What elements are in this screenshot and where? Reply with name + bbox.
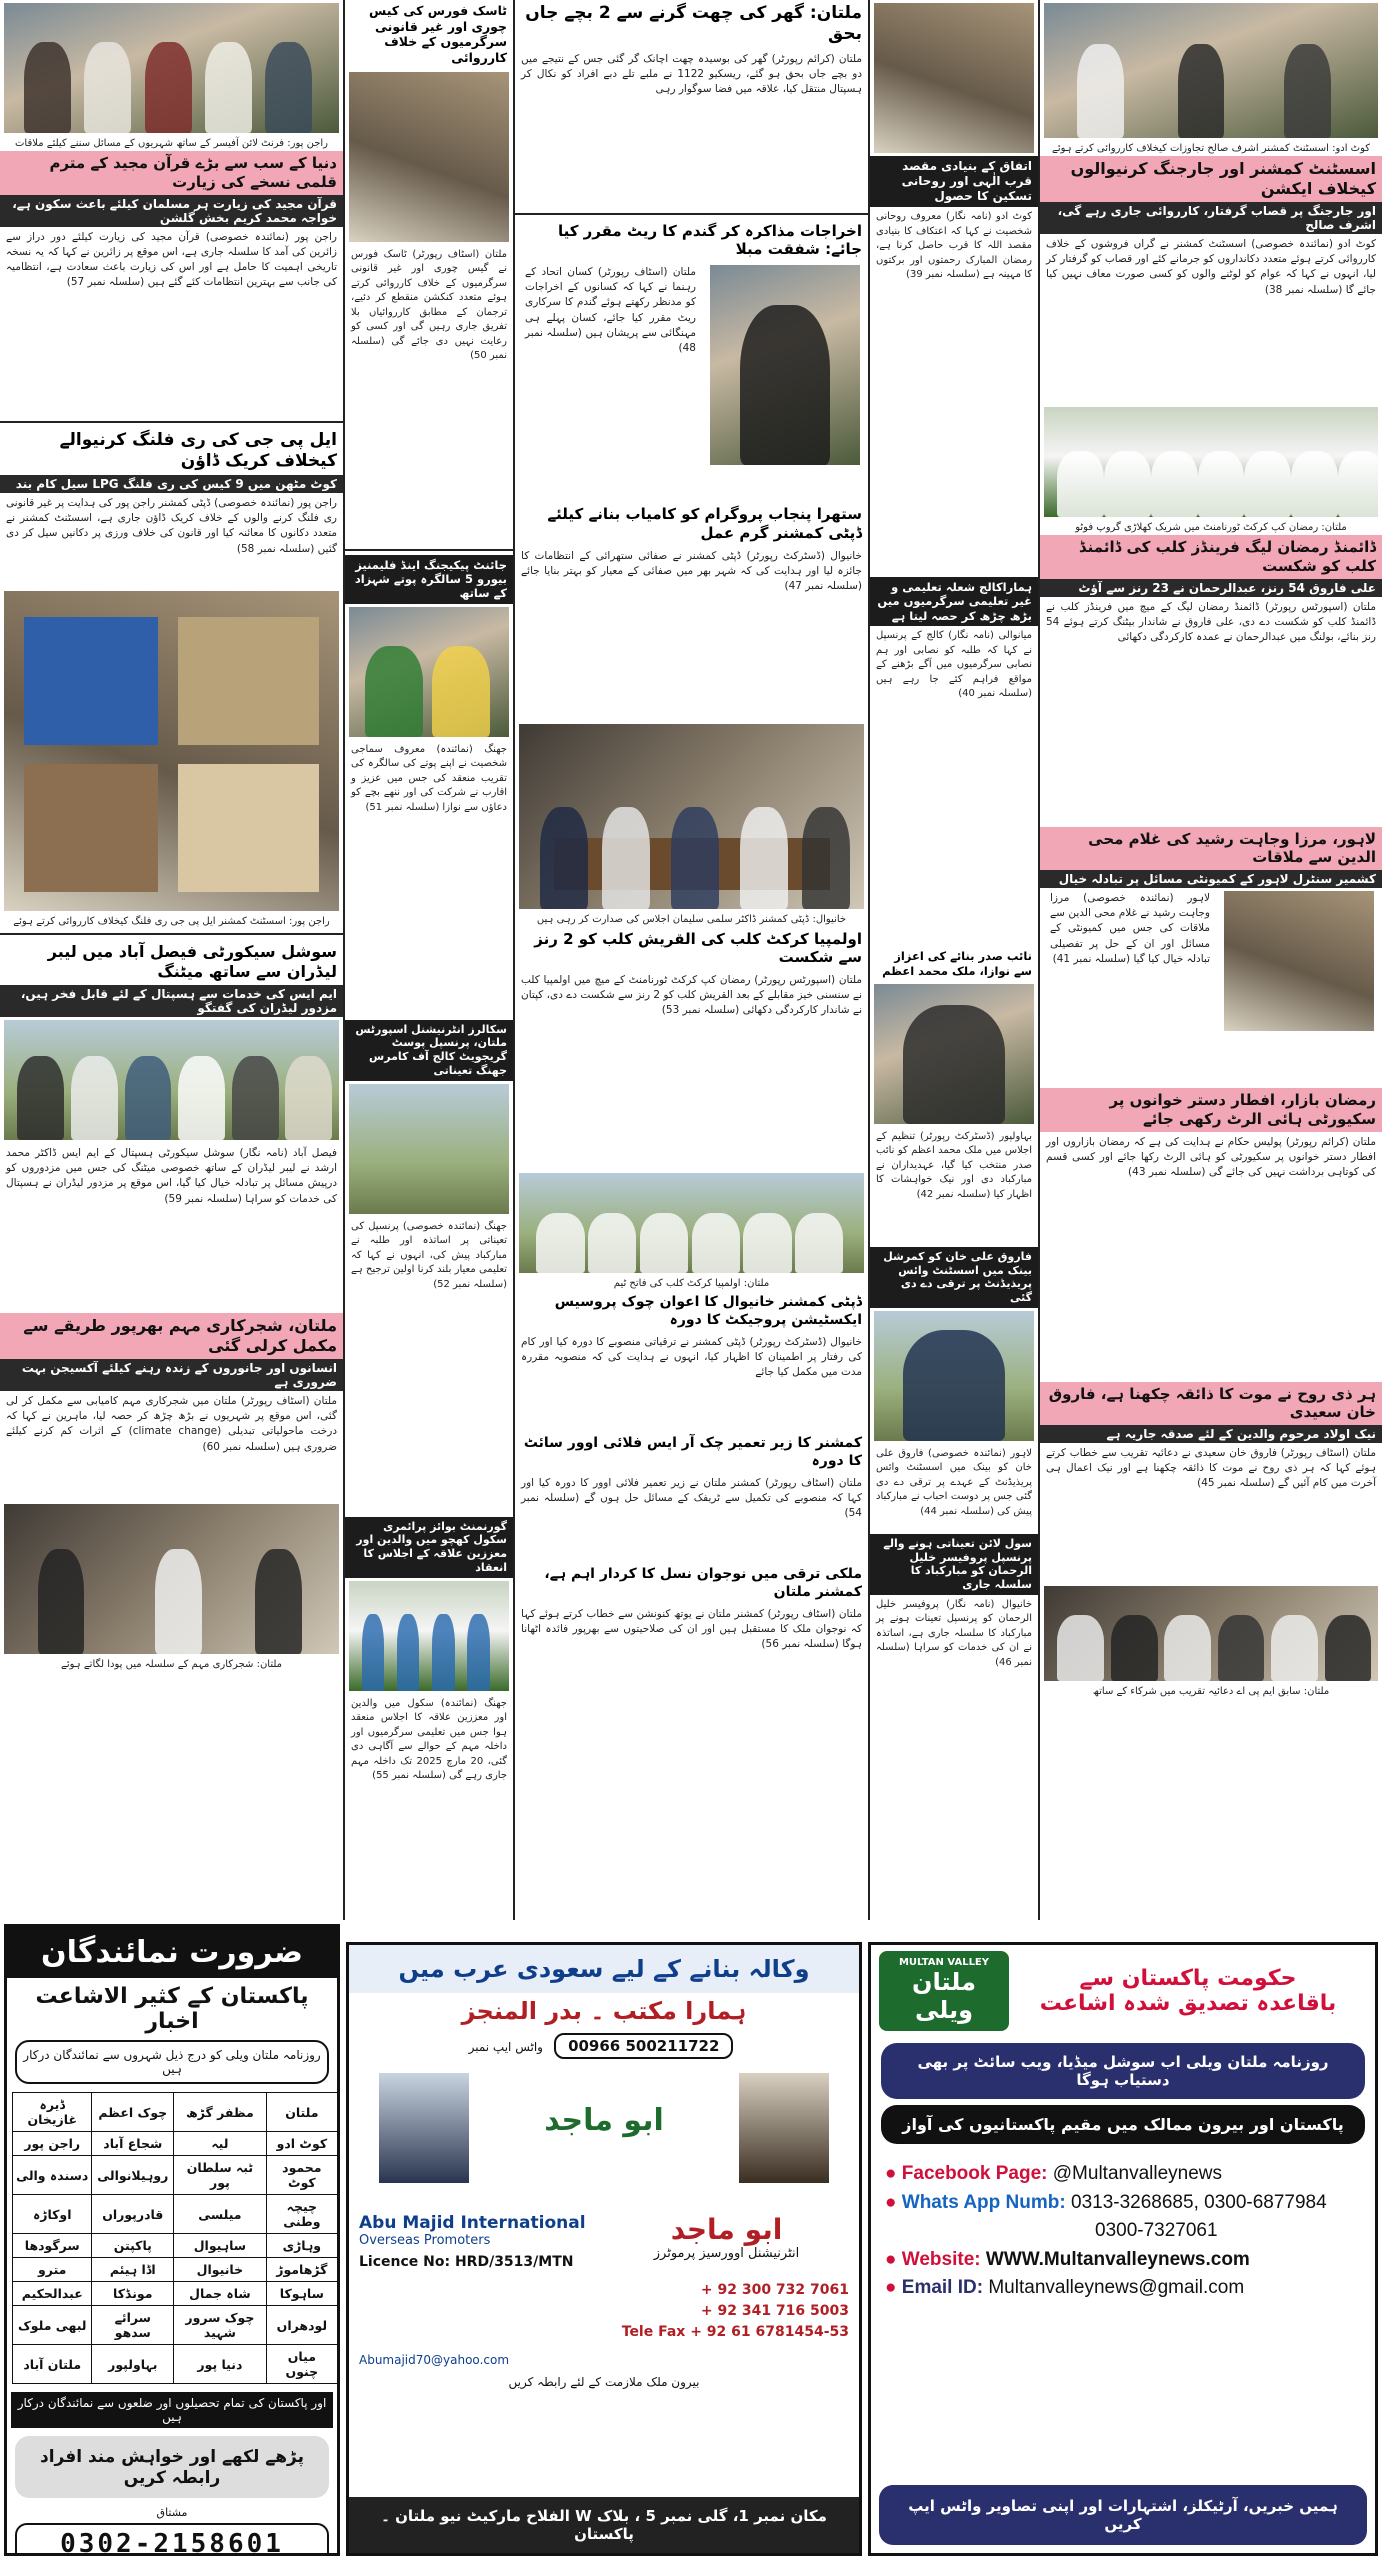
city-cell: بہاولپور: [92, 2345, 174, 2384]
subheadline: انسانوں اور جانوروں کے زندہ رہنے کیلئے آکسیجن بہت ضروری ہے: [0, 1359, 343, 1391]
headline-lpg-crackdown: ایل پی جی کی ری فلنگ کرنیوالے کیخلاف کریک ڈاؤن: [59, 429, 337, 471]
cities-row: [13, 2234, 338, 2258]
city-cell: لودھراں: [266, 2306, 337, 2345]
ad-saudi-email: Abumajid70@yahoo.com: [359, 2353, 510, 2367]
photo-caption: خانیوال: ڈپٹی کمشنر ڈاکٹر سلمی سلیمان اجلاس کی صدارت کر رہی ہیں: [515, 912, 868, 927]
article-body: ملتان (اسپورٹس رپورٹر) ڈائمنڈ رمضان لیگ کے میچ میں فرینڈز کلب نے ڈائمنڈ کلب کو شکست دے دی، علی فاروق نے شاندار بیٹنگ کرتے ہوئے 54 رنز بنائے، بولنگ میں عبدالرحمان نے عمدہ کارکردگی دکھائی: [1046, 600, 1376, 643]
contact-value: @Multanvalleynews: [1052, 2163, 1223, 2184]
headline-itikaf: اتفاق کے بنیادی مقصد قرب الٰہی اور روحانی تسکین کا حصول: [870, 156, 1038, 207]
ad-wanted-phone: 0302-2158601: [15, 2523, 329, 2556]
bullet-icon: ●: [885, 2191, 902, 2213]
article-body: ملتان (اسٹاف رپورٹر) کسان اتحاد کے رہنما نے کہا کہ کسانوں کے اخراجات کو مدنظر رکھتے ہوئے گندم کا سرکاری ریٹ مقرر کیا جائے، کسان پہلے ہی مہنگائی سے پریشان ہیں (سلسلہ نمبر 48): [525, 266, 696, 355]
photo-principal: [349, 1084, 509, 1214]
city-cell: ملتان آباد: [13, 2345, 92, 2384]
column-1: [0, 0, 345, 1920]
headline-task-force: ٹاسک فورس کی کیس چوری اور غیر قانونی سرگرمیوں کے خلاف کارروائی: [369, 3, 507, 65]
article-body: راجن پور (نمائندہ خصوصی) ڈپٹی کمشنر راجن پور کی ہدایت پر غیر قانونی ری فلنگ کرنے والوں کے خلاف کریک ڈاؤن جاری ہے، اسسٹنٹ کمشنر نے متعدد دکانوں کا معائنہ کیا اور قانون کی خلاف ورزی پر دکانیں سیل کر دی گئیں (سلسلہ نمبر 58): [6, 497, 337, 555]
city-cell: دنیا پور: [174, 2345, 267, 2384]
cities-row: [13, 2258, 338, 2282]
cities-row: [13, 2195, 338, 2234]
column-3: [515, 0, 870, 1920]
contact-whatsapp-2[interactable]: [885, 2217, 1361, 2246]
article-body: ملتان (اسٹاف رپورٹر) فاروق خان سعیدی نے دعائیہ تقریب سے خطاب کرتے ہوئے کہا کہ ہر ذی روح نے موت کا ذائقہ چکھنا ہے اور نیک اعمال ہی آخرت میں کام آئیں گے (سلسلہ نمبر 45): [1046, 1447, 1376, 1490]
column-2: [345, 0, 515, 1920]
city-cell: ساہیوال: [174, 2234, 267, 2258]
headline-diamond-league: ڈائمنڈ رمضان لیگ فرینڈز کلب کی ڈائمنڈ کلب کو شکست: [1040, 535, 1382, 579]
contact-value: Multanvalleynews@gmail.com: [988, 2277, 1245, 2298]
subheadline: قرآن مجید کی زیارت ہر مسلمان کیلئے باعث سکون ہے، خواجہ محمد کریم بخش گلشن: [0, 195, 343, 227]
photo-task-force: [349, 72, 509, 242]
ad-wanted-signature: مشتاق: [156, 2506, 188, 2519]
headline-farooq-saeedi: ہر ذی روح نے موت کا ذائقہ چکھنا ہے، فاروق خان سعیدی: [1040, 1382, 1382, 1426]
photo-tree-planting: [4, 1504, 339, 1654]
ad-saudi-phone: 00966 500211722: [554, 2033, 733, 2059]
photo-cricket-group: [1044, 407, 1378, 517]
ad-wanted-title: ضرورت نمائندگان: [7, 1927, 337, 1978]
ad-saudi-address: مکان نمبر 1، گلی نمبر 5 ، بلاک W الفلاح مارکیٹ نیو ملتان ۔ پاکستان: [349, 2497, 859, 2553]
photo-caption: ملتان: رمضان کپ کرکٹ ٹورنامنٹ میں شریک کھلاڑی گروپ فوٹو: [1040, 520, 1382, 535]
headline-suthra-punjab: ستھرا پنجاب پروگرام کو کامیاب بنانے کیلئے ڈپٹی کمشنر گرم عمل: [547, 505, 862, 542]
city-cell: قادرپوراں: [92, 2195, 174, 2234]
subheadline: اور جارجنگ پر قصاب گرفتار، کارروائی جاری رہے گی، اشرف صالح: [1040, 202, 1382, 234]
city-cell: سرائے سدھو: [92, 2306, 174, 2345]
headline-ramzan-security: رمضان بازار، افطار دستر خوانوں پر سکیورٹی ہائی الرٹ رکھی جائے: [1040, 1088, 1382, 1132]
subheadline: کشمیر سنٹرل لاہور کے کمیونٹی مسائل پر تبادلہ خیال: [1040, 870, 1382, 888]
city-cell: ٹبہ سلطان پور: [174, 2156, 267, 2195]
city-cell: روہیلانوالی: [92, 2156, 174, 2195]
city-cell: شجاع آباد: [92, 2132, 174, 2156]
photo-caption: راجن پور: اسسٹنٹ کمشنر ایل پی جی ری فلنگ کیخلاف کارروائی کرتے ہوئے: [0, 914, 343, 929]
city-cell: مظفر گڑھ: [174, 2093, 267, 2132]
photo-top-shop: [874, 3, 1034, 153]
city-cell: ساہوکا: [266, 2282, 337, 2306]
bullet-icon: ●: [885, 2248, 902, 2270]
city-cell: شاہ جمال: [174, 2282, 267, 2306]
photo-caption: ملتان: سابق ایم پی اے دعائیہ تقریب میں شرکاء کے ساتھ: [1040, 1684, 1382, 1699]
headline-social-security: سوشل سیکورٹی فیصل آباد میں لیبر لیڈران سے ساتھ میٹنگ: [47, 942, 337, 981]
photo-caption: ملتان: اولمپیا کرکٹ کلب کی فاتح ٹیم: [515, 1276, 868, 1291]
cities-row: [13, 2156, 338, 2195]
headline-college: ہماراکالج شعلہ تعلیمی و غیر تعلیمی سرگرمیوں میں بڑھ چڑھ کر حصہ لیتا ہے: [870, 577, 1038, 626]
bullet-icon: ●: [885, 2163, 902, 2184]
city-cell: گڑھاموڑ: [266, 2258, 337, 2282]
multan-valley-logo: [879, 1951, 1009, 2031]
cities-row: [13, 2093, 338, 2132]
ad-wanted-subtitle: پاکستان کے کثیر الاشاعت اخبار: [35, 1984, 309, 2034]
article-body: ملتان (اسٹاف رپورٹر) ملتان میں شجرکاری مہم کامیابی سے مکمل کر لی گئی، اس موقع پر شہریوں نے بڑھ چڑھ کر حصہ لیا، ماہرین نے کہا کہ درخت ماحولیاتی تبدیلی (climate change) کے اثرات کم کرنے کیلئے ضروری ہیں (سلسلہ نمبر 60): [6, 1395, 337, 1453]
cities-row: [13, 2282, 338, 2306]
contact-value: WWW.Multanvalleynews.com: [985, 2248, 1250, 2270]
contact-value: 0300-7327061: [1095, 2220, 1218, 2241]
article-body: ملتان (اسٹاف رپورٹر) کمشنر ملتان نے یوتھ کنونشن سے خطاب کرتے ہوئے کہا کہ نوجوان ملک کا مستقبل ہیں اور ان کی صلاحیتوں سے بھرپور فائدہ اٹھانا ہوگا (سلسلہ نمبر 56): [521, 1608, 862, 1651]
photo-rajanpur-meeting: [4, 3, 339, 133]
headline-ac-action: اسسٹنٹ کمشنر اور جارجنگ کرنیوالوں کیخلاف ایکشن: [1040, 156, 1382, 202]
photo-caption: راجن پور: فرنٹ لائن آفیسر کے ساتھ شہریوں کے مسائل سننے کیلئے ملاقات: [0, 136, 343, 151]
ad-saudi-name: ابو ماجد: [544, 2103, 664, 2138]
cities-table: [12, 2092, 338, 2384]
contact-label: Website:: [901, 2248, 981, 2270]
subheadline: نیک اولاد مرحوم والدین کے لئے صدقہ جاریہ ہے: [1040, 1425, 1382, 1443]
article-body: ملتان (اسٹاف رپورٹر) کمشنر ملتان نے زیر تعمیر فلائی اوور کا دورہ کیا اور کہا کہ منصوبے کی تکمیل سے ٹریفک کے مسائل حل ہوں گے (سلسلہ نمبر 54): [521, 1477, 862, 1520]
city-cell: چوک اعظم: [92, 2093, 174, 2132]
photo-child-birthday: [349, 607, 509, 737]
ad-saudi-english-sub: Overseas Promoters: [359, 2233, 491, 2248]
headline-olympia-cricket: اولمپیا کرکٹ کلب کی القریش کلب کو 2 رنز سے شکست: [534, 929, 862, 967]
city-cell: کوٹ ادو: [266, 2132, 337, 2156]
city-cell: اوکاڑہ: [13, 2195, 92, 2234]
photo-caption: کوٹ ادو: اسسٹنٹ کمشنر اشرف صالح تجاوزات کیخلاف کارروائی کرتے ہوئے: [1040, 141, 1382, 156]
photo-dua-ceremony: [1044, 1586, 1378, 1681]
article-body: جھنگ (نمائندہ) معروف سماجی شخصیت نے اپنے پوتے کی سالگرہ کی تقریب منعقد کی جس میں عزیز و اقارب نے شرکت کی اور ننھے بچے کو دعاؤں سے نوازا (سلسلہ نمبر 51): [351, 743, 507, 813]
ad-saudi-fax: Tele Fax + 92 61 6781454-53: [621, 2324, 849, 2340]
city-cell: مترو: [13, 2258, 92, 2282]
photo-lpg-shops: [4, 591, 339, 911]
ad-wanted-strip: روزنامہ ملتان ویلی کو درج ذیل شہروں سے نمائندگان درکار ہیں: [15, 2040, 329, 2084]
article-body: خانیوال (ڈسٹرکٹ رپورٹر) ڈپٹی کمشنر نے ترقیاتی منصوبے کا دورہ کیا اور کام کی رفتار پر اطمینان کا اظہار کیا، انہوں نے ہدایت کی کہ منصوبہ مقررہ مدت میں مکمل کیا جائے: [521, 1336, 862, 1379]
article-body: کوٹ ادو (نامہ نگار) معروف روحانی شخصیت نے کہا کہ اعتکاف کا بنیادی مقصد اللہ کا قرب حاصل کرنا ہے، رمضان المبارک رحمتوں اور برکتوں کا مہینہ ہے (سلسلہ نمبر 39): [876, 211, 1032, 280]
ad-mv-govt: حکومت پاکستان سے: [1079, 1966, 1297, 1991]
city-cell: ڈیرہ غازیخان: [13, 2093, 92, 2132]
city-cell: پاکپتن: [92, 2234, 174, 2258]
headline-tree-plantation: ملتان، شجرکاری مہم بھرپور طریقے سے مکمل کرلی گئی: [0, 1313, 343, 1359]
city-cell: چوک سرور شہید: [174, 2306, 267, 2345]
cities-row: [13, 2345, 338, 2384]
photo-lahore-meeting: [1224, 891, 1374, 1031]
article-body: خانیوال (ڈسٹرکٹ رپورٹر) ڈپٹی کمشنر نے صفائی ستھرائی کے انتظامات کا جائزہ لیا اور ہدایت کی کہ شہر بھر میں صفائی کے معیار کو بہتر بنایا جائے (سلسلہ نمبر 47): [521, 549, 862, 592]
bullet-icon: ●: [885, 2277, 902, 2298]
city-cell: سرگودھا: [13, 2234, 92, 2258]
article-body: ملتان (کرائم رپورٹر) گھر کی بوسیدہ چھت اچانک گر گئی جس کے نتیجے میں دو بچے جاں بحق ہو گئے، ریسکیو 1122 نے ملبے تلے دبے افراد کو نکال کر ہسپتال منتقل کیا، علاقہ میں فضا سوگوار رہی: [521, 52, 862, 95]
headline-principal-appointment: سکالرز انٹرنیشنل اسپورٹس ملتان، پرنسپل پوسٹ گریجویٹ کالج آف کامرس جھنگ تعیناتی: [345, 1020, 513, 1081]
headline-quran-manuscript: دنیا کے سب سے بڑے قرآن مجید کے مترم قلمی نسخے کی زیارت: [0, 151, 343, 195]
photo-malik-azam: [874, 984, 1034, 1124]
ad-saudi-brand: ابو ماجد: [670, 2213, 783, 2246]
article-body: خانیوال (نامہ نگار) پروفیسر خلیل الرحمان کو پرنسپل تعینات ہونے پر مبارکباد کا سلسلہ جاری ہے، اساتذہ نے ان کی خدمات کو سراہا (سلسلہ نمبر 46): [876, 1598, 1032, 1668]
ad-mv-band-1: روزنامہ ملتان ویلی اب سوشل میڈیا، ویب سائٹ پر بھی دستیاب ہوگا: [881, 2043, 1365, 2099]
headline-birthday: جائنٹ پیکیجنگ اینڈ فلیمنیز بیورو 5 سالگرہ پوتے شہزاد کے ساتھ: [345, 555, 513, 604]
headline-roof-collapse: ملتان: گھر کی چھت گرنے سے 2 بچے جاں بحق: [525, 3, 862, 45]
article-body: میانوالی (نامہ نگار) کالج کے پرنسپل نے کہا کہ طلبہ کو نصابی اور ہم نصابی سرگرمیوں میں آگے بڑھنے کے مواقع فراہم کئے جا رہے ہیں (سلسلہ نمبر 40): [876, 630, 1032, 700]
city-cell: راجن پور: [13, 2132, 92, 2156]
article-body: کوٹ ادو (نمائندہ خصوصی) اسسٹنٹ کمشنر نے گراں فروشوں کے خلاف کارروائی کرتے ہوئے متعدد دکانداروں کو جرمانے کئے اور قصاب کو گرفتار کر لیا، انہوں نے کہا کہ عوام کو لوٹنے والوں کو کسی صورت معاف نہیں کیا جائے گا (سلسلہ نمبر 38): [1046, 238, 1376, 296]
ad-wanted-note: اور پاکستان کی تمام تحصیلوں اور ضلعوں سے نمائندگان درکار ہیں: [11, 2392, 333, 2428]
article-body: جھنگ (نمائندہ) سکول میں والدین اور معززین علاقہ کا اجلاس منعقد ہوا جس میں تعلیمی سرگرمیوں اور داخلہ مہم کے حوالے سے آگاہی دی گئی، 20 مارچ 2025 تک داخلہ مہم جاری رہے گی (سلسلہ نمبر 55): [351, 1697, 507, 1782]
ad-saudi-office: ہمارا مکتب ۔ بدر المنجز: [461, 1997, 747, 2025]
contact-email[interactable]: [885, 2274, 1361, 2303]
logo-top-text: MULTAN VALLEY: [898, 1957, 990, 1968]
ad-mv-govt2: باقاعدہ تصدیق شدہ اشاعت: [1039, 1991, 1337, 2016]
city-cell: لیہ: [174, 2132, 267, 2156]
article-body: بہاولپور (ڈسٹرکٹ رپورٹر) تنظیم کے اجلاس میں ملک محمد اعظم کو نائب صدر منتخب کیا گیا، عہدیداران نے مبارکباد دی اور نیک خواہشات کا اظہار کیا (سلسلہ نمبر 42): [876, 1130, 1032, 1200]
city-cell: لبھی ملوک: [13, 2306, 92, 2345]
ad-wanted-cta: پڑھے لکھے اور خواہش مند افراد رابطہ کریں: [15, 2436, 329, 2498]
photo-dc-meeting: [519, 724, 864, 909]
article-body: ملتان (اسٹاف رپورٹر) ٹاسک فورس نے گیس چوری اور غیر قانونی سرگرمیوں کے خلاف کارروائی کرتے ہوئے متعدد کنکشن منقطع کر دئیے، ترجمان کے مطابق کارروائیاں بلا تفریق جاری رہیں گی اور کسی کو رعایت نہیں دی جائے گی (سلسلہ نمبر 50): [351, 248, 507, 361]
ad-mv-footer: ہمیں خبریں، آرٹیکلز، اشتہارات اور اپنی تصاویر واٹس ایپ کریں: [879, 2485, 1367, 2545]
portrait-right: [739, 2073, 829, 2183]
ad-saudi-licence: Licence No: HRD/3513/MTN: [359, 2254, 574, 2270]
article-body: ملتان (کرائم رپورٹر) پولیس حکام نے ہدایت کی ہے کہ رمضان بازاروں اور افطار دستر خوانوں پر سکیورٹی کو ہائی الرٹ رکھا جائے اور کسی قسم کی کوتاہی برداشت نہیں کی جائے گی (سلسلہ نمبر 43): [1046, 1135, 1376, 1178]
city-cell: ملتان: [266, 2093, 337, 2132]
ad-abu-majid: [346, 1942, 862, 2556]
article-body: فیصل آباد (نامہ نگار) سوشل سیکورٹی ہسپتال کے ایم ایس ڈاکٹر محمد ارشد نے لیبر لیڈران کے ساتھ خصوصی میٹنگ کی جس میں مزدوروں کو درپیش مسائل پر تبادلہ خیال کیا گیا، اس موقع پر مزدور لیڈران نے ہسپتال کی خدمات کو سراہا (سلسلہ نمبر 59): [6, 1147, 337, 1205]
city-cell: چیچہ وطنی: [266, 2195, 337, 2234]
ad-saudi-phone-1: + 92 300 732 7061: [700, 2282, 849, 2298]
contact-label: Email ID:: [901, 2277, 984, 2298]
photo-labour-leaders: [4, 1020, 339, 1140]
photo-caption: ملتان: شجرکاری مہم کے سلسلہ میں پودا لگاتے ہوئے: [0, 1657, 343, 1672]
headline-lahore-meeting: لاہور، مرزا وجاہت رشید کی غلام محی الدین سے ملاقات: [1040, 827, 1382, 871]
headline-dc-project-visit: ڈپٹی کمشنر خانیوال کا اعوان چوک پروسیس ایکسٹیشن پروجیکٹ کا دورہ: [554, 1294, 862, 1328]
contact-value: 0313-3268685, 0300-6877984: [1071, 2191, 1327, 2213]
article-body: راجن پور (نمائندہ خصوصی) قرآن مجید کی زیارت کیلئے دور دراز سے زائرین کی آمد کا سلسلہ جاری ہے، اس موقع پر زائرین نے کہا کہ یہ نسخہ تاریخی اہمیت کا حامل ہے اور اس کی زیارت باعث سعادت ہے، انتظامیہ کی جانب سے بہترین انتظامات کئے گئے ہیں (سلسلہ نمبر 57): [6, 230, 337, 289]
article-body: لاہور (نمائندہ خصوصی) فاروق علی خان کو بینک میں اسسٹنٹ وائس پریذیڈنٹ کے عہدے پر ترقی دے دی گئی جس پر دوست احباب نے مبارکباد پیش کی (سلسلہ نمبر 44): [876, 1447, 1032, 1517]
column-4: [870, 0, 1040, 1920]
contact-label: Whats App Numb:: [901, 2191, 1066, 2213]
contact-label: Facebook Page:: [901, 2163, 1048, 2184]
photo-school-meeting: [349, 1581, 509, 1691]
ad-saudi-title: وکالہ بنانے کے لیے سعودی عرب میں: [349, 1945, 859, 1993]
portrait-left: [379, 2073, 469, 2183]
subheadline: علی فاروق 54 رنز، عبدالرحمان نے 23 رنز سے آؤٹ: [1040, 579, 1382, 597]
contact-list: [871, 2150, 1375, 2313]
ad-wanted-representatives: [4, 1924, 340, 2556]
ad-mv-band-2: پاکستان اور بیرون ممالک میں مقیم پاکستانیوں کی آواز: [881, 2105, 1365, 2144]
ad-saudi-phone-2: + 92 341 716 5003: [700, 2303, 849, 2319]
article-body: لاہور (نمائندہ خصوصی) مرزا وجاہت رشید نے غلام محی الدین سے ملاقات کی جس میں کمیونٹی کے مسائل اور ان کے حل پر تفصیلی تبادلہ خیال کیا گیا (سلسلہ نمبر 41): [1050, 892, 1210, 965]
photo-kot-addu-action: [1044, 3, 1378, 138]
headline-principal-congrats: سول لائن تعیناتی ہونے والے پرنسپل پروفیسر خلیل الرحمان کو مبارکباد کا سلسلہ جاری: [870, 1534, 1038, 1595]
city-cell: مونڈکا: [92, 2282, 174, 2306]
city-cell: خانیوال: [174, 2258, 267, 2282]
contact-facebook[interactable]: [885, 2160, 1361, 2189]
city-cell: اڈا ہیئم: [92, 2258, 174, 2282]
ad-saudi-brand-sub: انٹرنیشنل اوورسیز پرموٹرز: [653, 2246, 800, 2261]
photo-cricket-team: [519, 1173, 864, 1273]
headline-wheat-rate: اخراجات مذاکرہ کر گندم کا ریٹ مقرر کیا جائے: شفقت مبلا: [557, 221, 862, 259]
column-5: [1040, 0, 1382, 1920]
contact-website[interactable]: [885, 2246, 1361, 2275]
headline-vice-president: نائب صدر بنائے کی اعزاز سے نوازا، ملک محمد اعظم: [882, 949, 1032, 978]
contact-whatsapp[interactable]: [885, 2189, 1361, 2218]
city-cell: دسندہ والی: [13, 2156, 92, 2195]
city-cell: وہاڑی: [266, 2234, 337, 2258]
headline-flyover-visit: کمشنر کا زیر تعمیر چک آر ایس فلائی اوور سائٹ کا دورہ: [523, 1435, 862, 1469]
subheadline: کوٹ مٹھن میں 9 کیس کی ری فلنگ LPG سیل کام بند: [0, 475, 343, 493]
city-cell: میلسی: [174, 2195, 267, 2234]
city-cell: عبدالحکیم: [13, 2282, 92, 2306]
ad-multan-valley: [868, 1942, 1378, 2556]
article-body: ملتان (اسپورٹس رپورٹر) رمضان کپ کرکٹ ٹورنامنٹ کے میچ میں اولمپیا کلب نے سنسنی خیز مقابلے کے بعد القریش کلب کو 2 رنز سے شکست دے دی، کپتان نے شاندار کارکردگی دکھائی (سلسلہ نمبر 53): [521, 974, 862, 1017]
headline-bank-promotion: فاروق علی خان کو کمرشل بینک میں اسسٹنٹ وائس پریذیڈنٹ پر ترقی دے دی گئی: [870, 1247, 1038, 1308]
ad-saudi-english: Abu Majid International: [359, 2213, 586, 2233]
logo-text: ملتان ویلی: [912, 1968, 976, 2024]
cities-row: [13, 2306, 338, 2345]
headline-school-meeting: گورنمنٹ بوائز پرائمری سکول کھچو میں والدین اور معززین علاقہ کے اجلاس کا انعقاد: [345, 1517, 513, 1578]
photo-shafqat: [710, 265, 860, 465]
city-cell: میاں چنوں: [266, 2345, 337, 2384]
city-cell: محمود کوٹ: [266, 2156, 337, 2195]
article-body: جھنگ (نمائندہ خصوصی) پرنسپل کی تعیناتی پر اساتذہ اور طلبہ نے مبارکباد پیش کی، انہوں نے کہا کہ تعلیمی معیار بلند کرنا اولین ترجیح ہے (سلسلہ نمبر 52): [351, 1220, 507, 1290]
subheadline: ایم ایس کی خدمات سے ہسپتال کے لئے قابل فخر ہیں، مزدور لیڈران کی گفتگو: [0, 985, 343, 1017]
photo-farooq-ali: [874, 1311, 1034, 1441]
headline-youth-role: ملکی ترقی میں نوجوان نسل کا کردار اہم ہے، کمشنر ملتان: [544, 1566, 862, 1600]
cities-row: [13, 2132, 338, 2156]
ad-saudi-phone-label: واٹس ایپ نمبر: [468, 2040, 543, 2054]
ad-saudi-note: بیرون ملک ملازمت کے لئے رابطہ کریں: [508, 2375, 700, 2389]
